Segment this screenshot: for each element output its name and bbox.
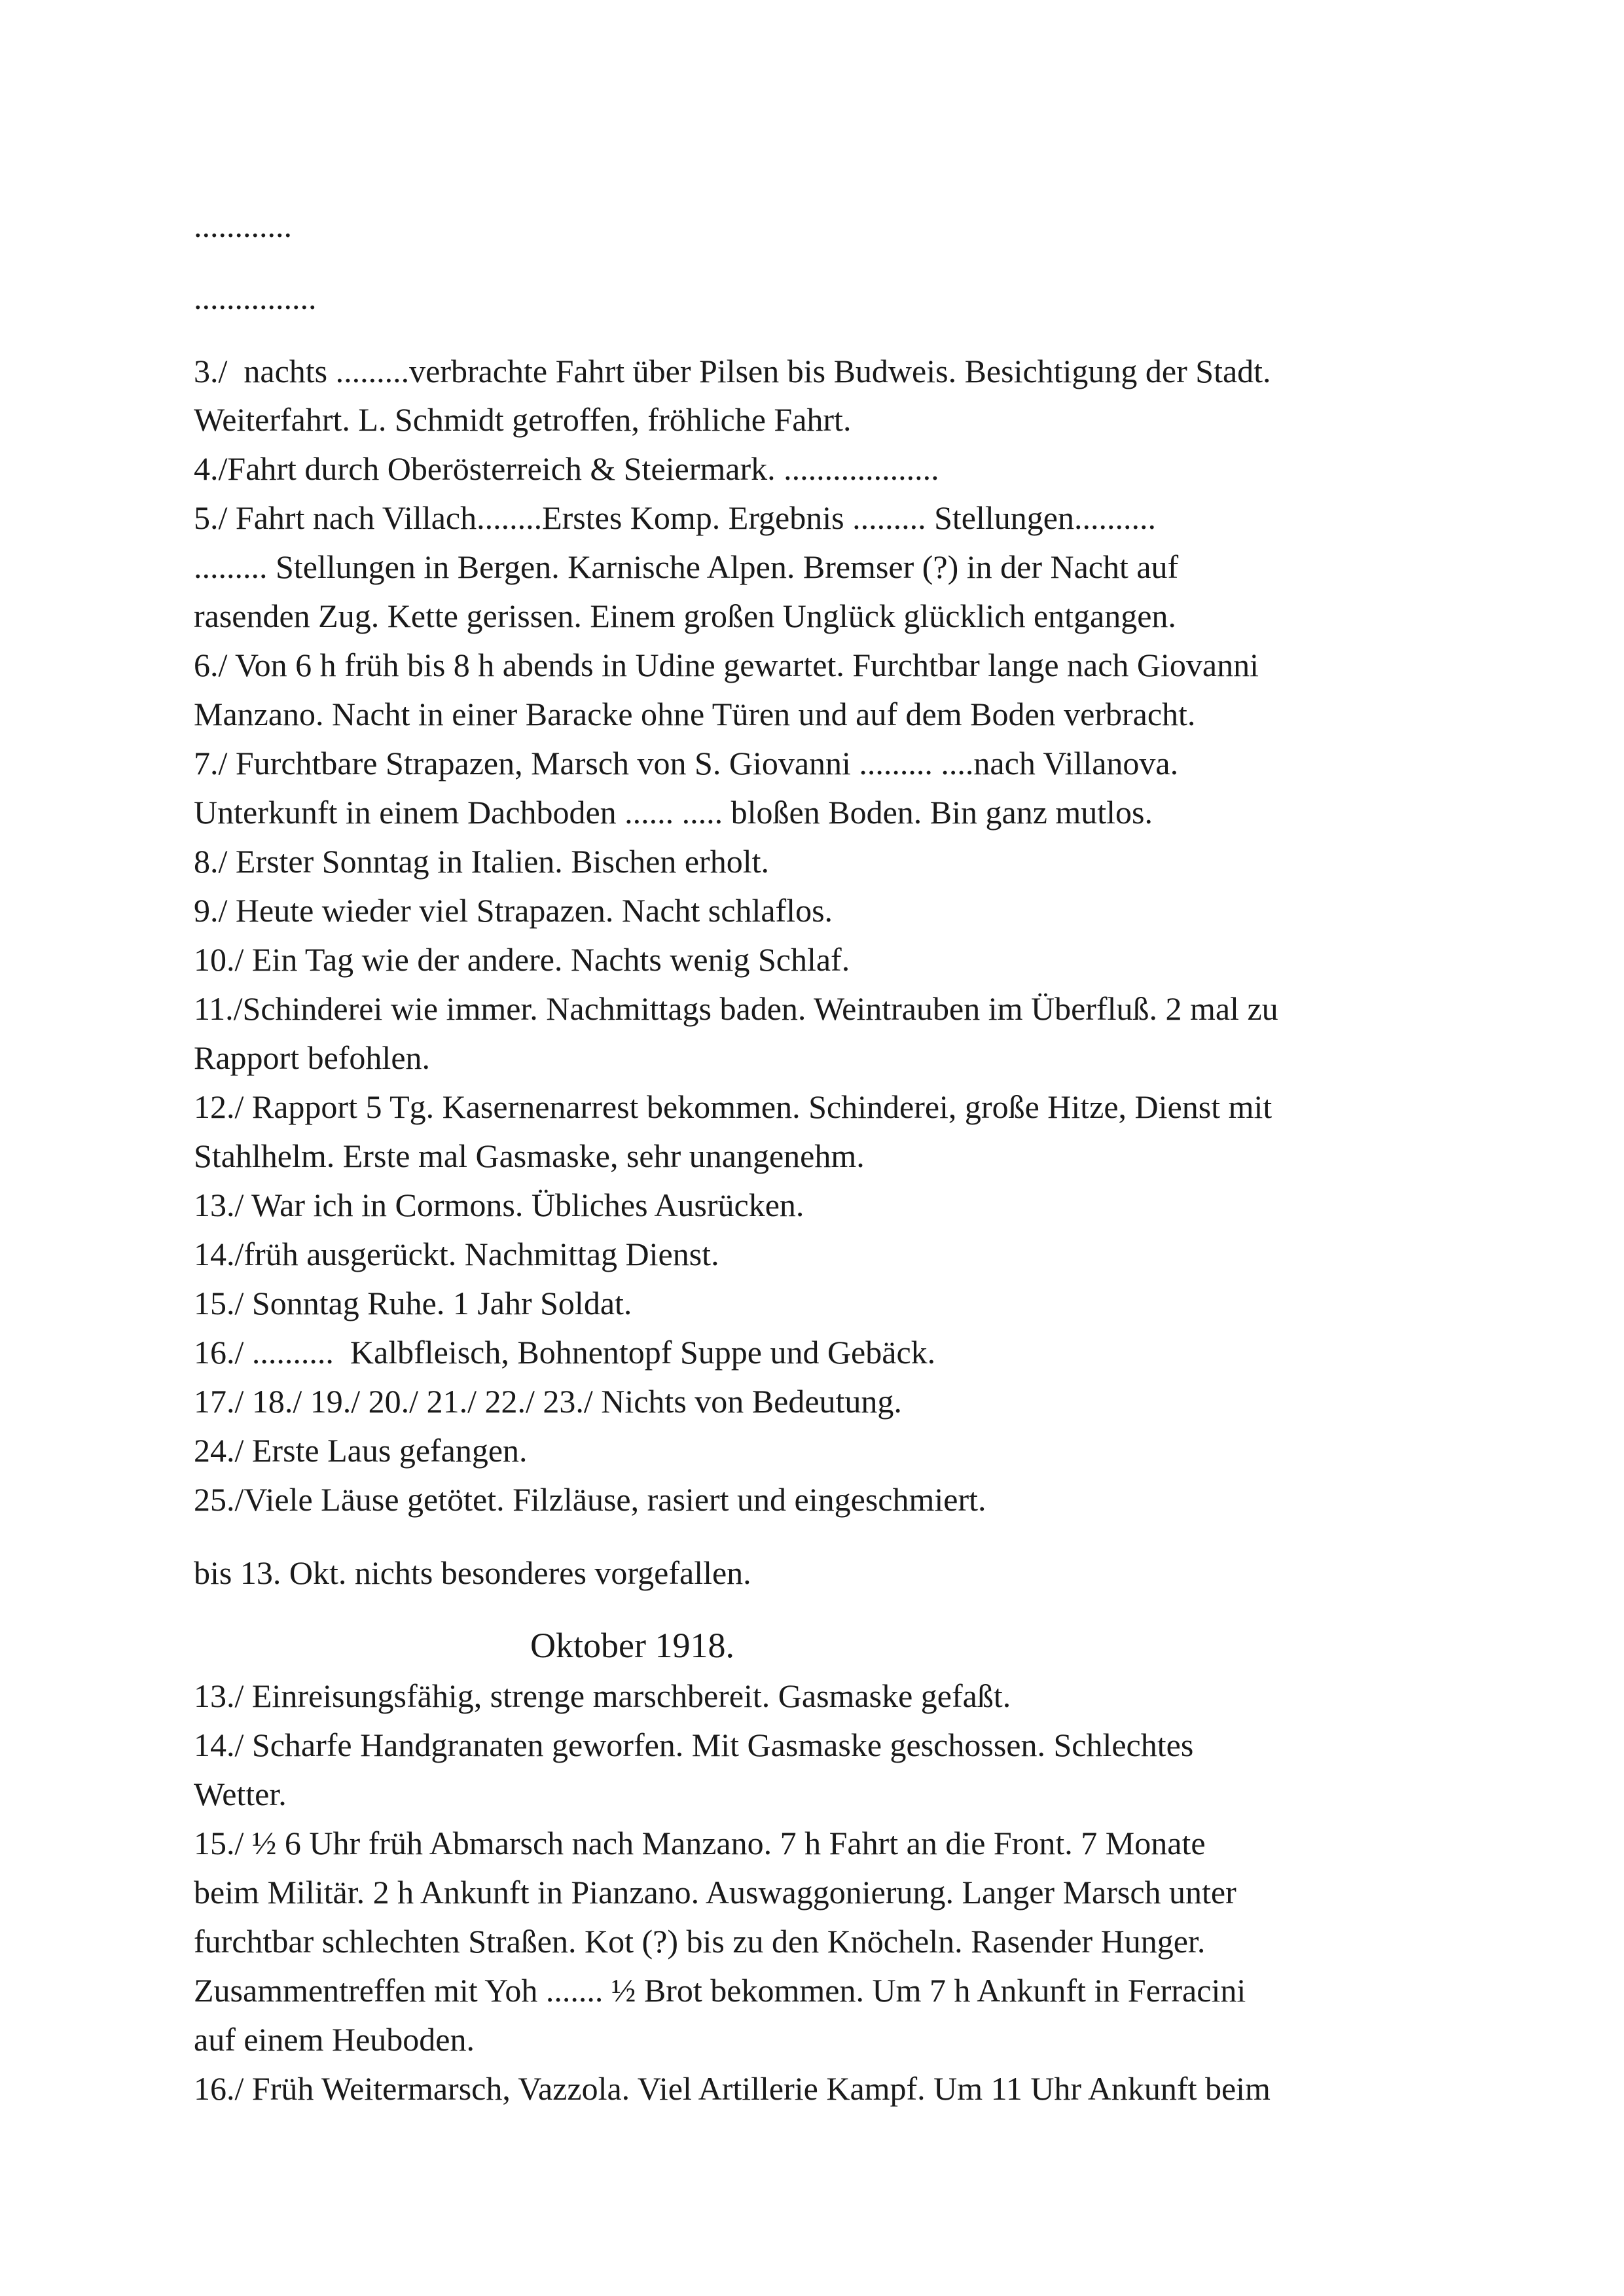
text-line: Stahlhelm. Erste mal Gasmaske, sehr unangenehm. bbox=[194, 1138, 865, 1174]
text-line: 11./Schinderei wie immer. Nachmittags baden. Weintrauben im Überfluß. 2 mal zu bbox=[194, 990, 1278, 1027]
text-line: Unterkunft in einem Dachboden ...... ..... bloßen Boden. Bin ganz mutlos. bbox=[194, 794, 1153, 831]
text-line: Weiterfahrt. L. Schmidt getroffen, fröhliche Fahrt. bbox=[194, 401, 852, 438]
text-line: 17./ 18./ 19./ 20./ 21./ 22./ 23./ Nichts von Bedeutung. bbox=[194, 1383, 902, 1420]
text-line: 3./ nachts .........verbrachte Fahrt über Pilsen bis Budweis. Besichtigung der Stadt. bbox=[194, 353, 1271, 389]
text-line: 14./früh ausgerückt. Nachmittag Dienst. bbox=[194, 1236, 719, 1272]
text-line: 10./ Ein Tag wie der andere. Nachts wenig Schlaf. bbox=[194, 941, 850, 978]
text-line: rasenden Zug. Kette gerissen. Einem großen Unglück glücklich entgangen. bbox=[194, 598, 1176, 634]
text-line: Manzano. Nacht in einer Baracke ohne Türen und auf dem Boden verbracht. bbox=[194, 696, 1196, 732]
section-heading: Oktober 1918. bbox=[530, 1626, 734, 1665]
text-line: 6./ Von 6 h früh bis 8 h abends in Udine gewartet. Furchtbar lange nach Giovanni bbox=[194, 647, 1259, 683]
text-line: 12./ Rapport 5 Tg. Kasernenarrest bekommen. Schinderei, große Hitze, Dienst mit bbox=[194, 1088, 1272, 1125]
text-line: 15./ Sonntag Ruhe. 1 Jahr Soldat. bbox=[194, 1285, 632, 1321]
text-line: 4./Fahrt durch Oberösterreich & Steiermark. ................... bbox=[194, 450, 939, 487]
text-line: 16./ .......... Kalbfleisch, Bohnentopf Suppe und Gebäck. bbox=[194, 1334, 936, 1371]
text-line: ............... bbox=[194, 279, 317, 316]
text-line: Rapport befohlen. bbox=[194, 1039, 431, 1076]
text-line: 9./ Heute wieder viel Strapazen. Nacht schlaflos. bbox=[194, 892, 833, 929]
text-line: beim Militär. 2 h Ankunft in Pianzano. Auswaggonierung. Langer Marsch unter bbox=[194, 1874, 1236, 1910]
text-line: 15./ ½ 6 Uhr früh Abmarsch nach Manzano. 7 h Fahrt an die Front. 7 Monate bbox=[194, 1825, 1206, 1861]
text-line: 5./ Fahrt nach Villach........Erstes Komp. Ergebnis ......... Stellungen.......... bbox=[194, 499, 1156, 536]
text-line: 14./ Scharfe Handgranaten geworfen. Mit Gasmaske geschossen. Schlechtes bbox=[194, 1727, 1194, 1763]
text-line: 13./ Einreisungsfähig, strenge marschbereit. Gasmaske gefaßt. bbox=[194, 1677, 1011, 1714]
text-line: ......... Stellungen in Bergen. Karnische Alpen. Bremser (?) in der Nacht auf bbox=[194, 548, 1179, 585]
text-line: furchtbar schlechten Straßen. Kot (?) bis zu den Knöcheln. Rasender Hunger. bbox=[194, 1923, 1206, 1960]
text-line: 16./ Früh Weitermarsch, Vazzola. Viel Artillerie Kampf. Um 11 Uhr Ankunft beim bbox=[194, 2070, 1271, 2107]
text-line: Zusammentreffen mit Yoh ....... ½ Brot bekommen. Um 7 h Ankunft in Ferracini bbox=[194, 1972, 1246, 2009]
text-line: Wetter. bbox=[194, 1776, 287, 1812]
text-line: auf einem Heuboden. bbox=[194, 2021, 475, 2058]
text-line: 25./Viele Läuse getötet. Filzläuse, rasiert und eingeschmiert. bbox=[194, 1481, 986, 1518]
text-line: 13./ War ich in Cormons. Übliches Ausrücken. bbox=[194, 1187, 804, 1223]
text-line: 24./ Erste Laus gefangen. bbox=[194, 1432, 528, 1469]
text-line: ............ bbox=[194, 207, 292, 244]
text-line: 7./ Furchtbare Strapazen, Marsch von S. Giovanni ......... ....nach Villanova. bbox=[194, 745, 1179, 781]
text-line: bis 13. Okt. nichts besonderes vorgefallen. bbox=[194, 1554, 751, 1591]
text-line: 8./ Erster Sonntag in Italien. Bischen erholt. bbox=[194, 843, 769, 880]
